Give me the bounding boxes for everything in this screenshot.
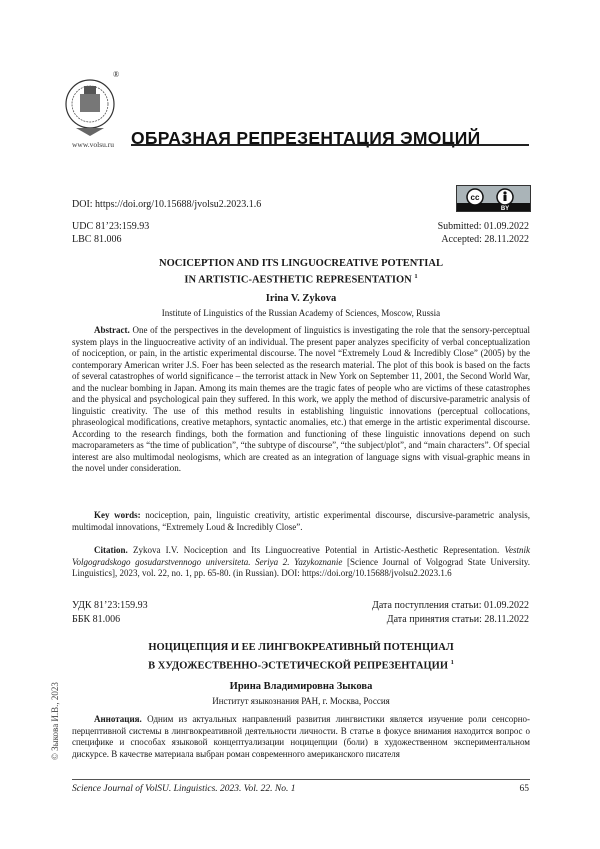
ru-title-line2: В ХУДОЖЕСТВЕННО-ЭСТЕТИЧЕСКОЙ РЕПРЕЗЕНТАЦИИ $^1$ — [148, 659, 454, 672]
side-copyright: © Зыкова И.В., 2023 — [50, 682, 60, 760]
udc: UDC 81’23:159.93 — [72, 221, 150, 232]
title-footnote-mark: 1 — [414, 273, 418, 280]
abstract: Abstract. One of the perspectives in the development of linguistics is investigating the role that the sensory-perceptual system plays in the linguocreative activity of an individual. The present paper analyzes specificity of verbal conceptualization of nociception, or pain, in the artistic experimental discourse. The novel “Extremely Loud & Incredibly Close” (2005) by the contemporary American writer J.S. Foer has been selected as the research material. The plot of this book is based on the facts of several catastrophes of world significance – the terrorist attack in New York on September 11, 2001, the Second World War, and the nuclear bombing in Japan. Among its main themes are the tragic fates of people who are victims of these catastrophes and the physical and psychological pain they suffered. In this work, we apply the method of discursive-parametric analysis of linguistic creativity. The use of this method results in establishing linguistic innovations (perceptual collocations, phraseological modifications, creative metaphors, syntactic anomalies, etc.) that emerge in the artistic experimental discourse. According to the research findings, both the formation and functioning of these linguistic innovations depend on such macroparameters as “the time of publication”, “the subtype of discourse”, “the subject/plot”, and “main characters”. Of special interest are also multimodal neologisms, which are created as an integration of language signs with visual-graphic means in the novel under consideration. — [72, 325, 530, 473]
svg-text:cc: cc — [470, 193, 480, 202]
lbc: LBC 81.006 — [72, 234, 122, 245]
article-title-line1: NOCICEPTION AND ITS LINGUOCREATIVE POTENTIAL — [159, 258, 443, 269]
cc-license-badge — [456, 185, 531, 212]
logo-url: www.volsu.ru — [72, 140, 115, 149]
doi[interactable]: DOI: https://doi.org/10.15688/jvolsu2.2023.1.6 — [72, 199, 262, 210]
footer-rule — [72, 779, 530, 780]
ru-udc: УДК 81’23:159.93 — [72, 600, 148, 611]
accepted-date: Accepted: 28.11.2022 — [441, 234, 529, 245]
ru-title-footnote-mark: 1 — [450, 659, 454, 666]
keywords: Key words: nociception, pain, linguistic creativity, artistic experimental discourse, discursive-parametric analysis, multimodal innovations, “Extremely Loud & Incredibly Close”. — [72, 510, 531, 532]
ru-submitted-date: Дата поступления статьи: 01.09.2022 — [372, 600, 529, 611]
section-title: ОБРАЗНАЯ РЕПРЕЗЕНТАЦИЯ ЭМОЦИЙ — [131, 128, 481, 148]
footer-journal: Science Journal of VolSU. Linguistics. 2023. Vol. 22. No. 1 — [72, 784, 296, 794]
page-number: 65 — [519, 784, 529, 794]
ru-author-affiliation: Институт языкознания РАН, г. Москва, Россия — [212, 696, 390, 706]
ru-abstract: Аннотация. Одним из актуальных направлений развития лингвистики является изучение роли сенсорно-перцептивной системы в лингвокреативной деятельности личности. В статье в фокусе внимания находится вопрос о специфике и способах языковой концептуализации ноцицепции (боли) в художественном экспериментальном дискурсе. В качестве материала выбран роман современного американского писателя — [72, 714, 531, 759]
ru-bbk: ББК 81.006 — [72, 614, 121, 625]
author-name: Irina V. Zykova — [265, 293, 337, 304]
citation: Citation. Zykova I.V. Nociception and Its Linguocreative Potential in Artistic-Aesthetic Representation. Vestnik Volgogradskogo gosudarstvennogo universiteta. Seriya 2. Yazykoznanie [Science Journal of Volgograd State University. Linguistics], 2023, vol. 22, no. 1, pp. 65-80. (in Russian). DOI: https://doi.org/10.15688/jvolsu2.2023.1.6 — [72, 545, 531, 578]
ru-title-line1: НОЦИЦЕПЦИЯ И ЕЕ ЛИНГВОКРЕАТИВНЫЙ ПОТЕНЦИАЛ — [148, 642, 454, 653]
submitted-date: Submitted: 01.09.2022 — [437, 221, 529, 232]
ru-accepted-date: Дата принятия статьи: 28.11.2022 — [386, 614, 529, 625]
header-rule — [131, 144, 529, 146]
university-logo — [62, 70, 118, 140]
svg-text:BY: BY — [500, 206, 510, 211]
ru-author-name: Ирина Владимировна Зыкова — [229, 681, 373, 692]
registered-mark: ® — [113, 70, 120, 79]
article-title-line2: IN ARTISTIC-AESTHETIC REPRESENTATION $^1$ — [184, 273, 418, 286]
author-affiliation: Institute of Linguistics of the Russian Academy of Sciences, Moscow, Russia — [161, 308, 441, 318]
